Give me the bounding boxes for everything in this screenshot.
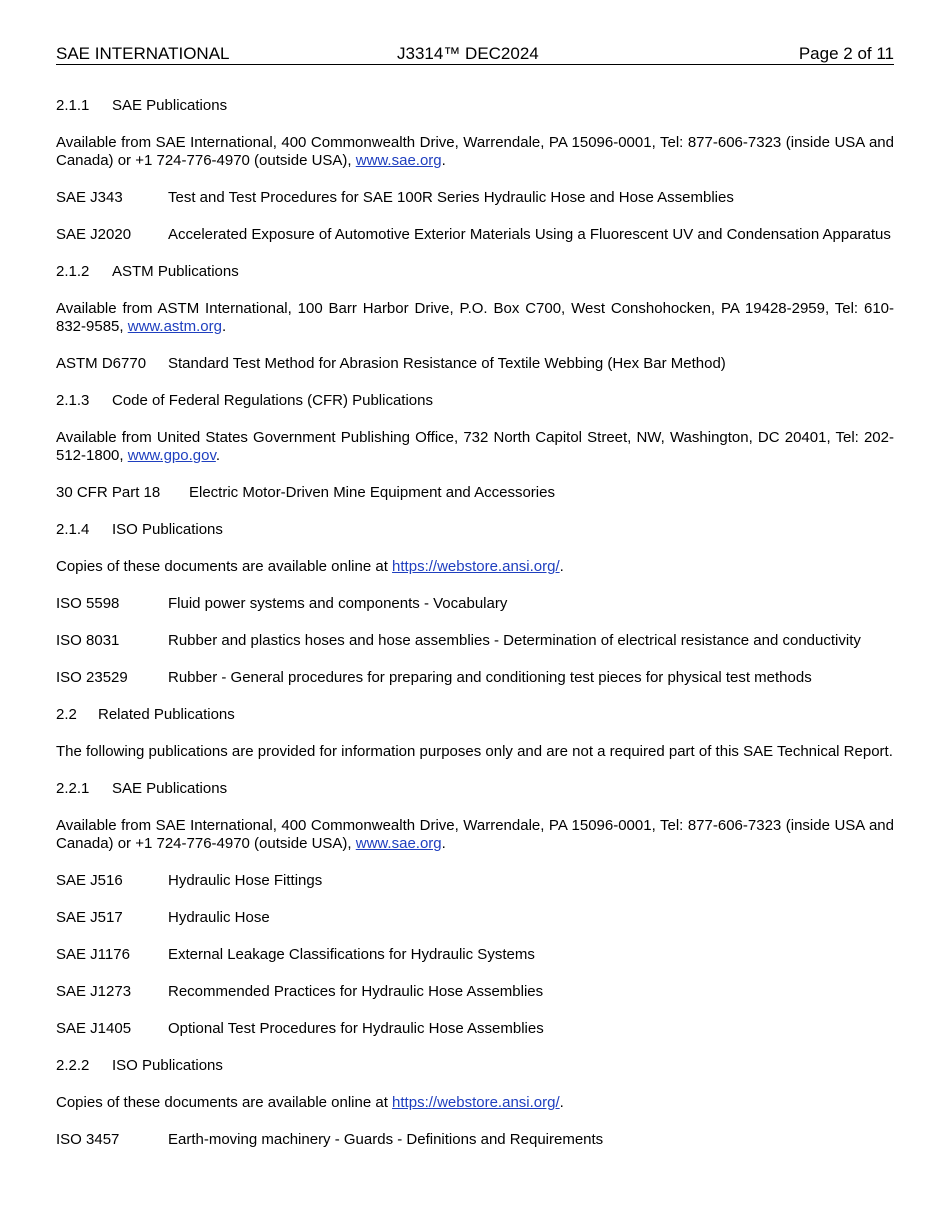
document-body: [56, 97, 894, 1149]
reference-item: SAE J516 Hydraulic Hose Fittings: [56, 872, 323, 889]
header-doc-number: J3314™ DEC2024: [397, 44, 539, 63]
availability-paragraph: Available from ASTM International, 100 Barr Harbor Drive, P.O. Box C700, West Conshohocken, PA 19428-2959, Tel: 610-832-9585, www.astm.org.: [56, 300, 894, 335]
reference-item: SAE J343 Test and Test Procedures for SAE 100R Series Hydraulic Hose and Hose Assemblies: [56, 189, 734, 206]
reference-item: SAE J1176 External Leakage Classifications for Hydraulic Systems: [56, 946, 535, 963]
gpo-link[interactable]: www.gpo.gov: [127, 447, 216, 464]
availability-paragraph: Copies of these documents are available online at https://webstore.ansi.org/.: [56, 1094, 564, 1111]
section-heading-2-1-2: 2.1.2 ASTM Publications: [56, 263, 239, 280]
section-heading-2-2-2: 2.2.2 ISO Publications: [56, 1057, 223, 1074]
reference-item: SAE J1405 Optional Test Procedures for Hydraulic Hose Assemblies: [56, 1020, 544, 1037]
reference-item: ISO 5598 Fluid power systems and components - Vocabulary: [56, 595, 508, 612]
ansi-webstore-link[interactable]: https://webstore.ansi.org/: [392, 558, 560, 575]
availability-paragraph: Available from SAE International, 400 Commonwealth Drive, Warrendale, PA 15096-0001, Tel: 877-606-7323 (inside USA and Canada) or +1 724-776-4970 (outside USA), www.sae.org.: [56, 134, 894, 169]
reference-item: ISO 3457 Earth-moving machinery - Guards - Definitions and Requirements: [56, 1131, 604, 1148]
availability-paragraph: Copies of these documents are available online at https://webstore.ansi.org/.: [56, 558, 564, 575]
reference-item: ASTM D6770 Standard Test Method for Abrasion Resistance of Textile Webbing (Hex Bar Method): [56, 355, 726, 372]
section-heading-2-1-3: 2.1.3 Code of Federal Regulations (CFR) Publications: [56, 392, 433, 409]
astm-link[interactable]: www.astm.org: [127, 318, 222, 335]
sae-link[interactable]: www.sae.org: [355, 835, 442, 852]
reference-item: SAE J517 Hydraulic Hose: [56, 909, 270, 926]
reference-item: SAE J1273 Recommended Practices for Hydraulic Hose Assemblies: [56, 983, 544, 1000]
ansi-webstore-link[interactable]: https://webstore.ansi.org/: [392, 1094, 560, 1111]
related-publications-paragraph: The following publications are provided for information purposes only and are not a required part of this SAE Technical Report.: [56, 743, 893, 760]
reference-item: ISO 8031 Rubber and plastics hoses and hose assemblies - Determination of electrical resistance and conductivity: [56, 632, 861, 649]
reference-item: ISO 23529 Rubber - General procedures for preparing and conditioning test pieces for physical test methods: [56, 669, 812, 686]
availability-paragraph: Available from United States Government Publishing Office, 732 North Capitol Street, NW, Washington, DC 20401, Tel: 202-512-1800, www.gpo.gov.: [56, 429, 894, 464]
header-org: SAE INTERNATIONAL: [56, 44, 230, 63]
header-page-number: Page 2 of 11: [798, 44, 894, 63]
availability-paragraph: Available from SAE International, 400 Commonwealth Drive, Warrendale, PA 15096-0001, Tel: 877-606-7323 (inside USA and Canada) or +1 724-776-4970 (outside USA), www.sae.org.: [56, 817, 894, 852]
reference-item: SAE J2020 Accelerated Exposure of Automotive Exterior Materials Using a Fluorescent UV and Condensation Apparatus: [56, 226, 891, 243]
section-heading-2-2: 2.2 Related Publications: [56, 706, 235, 723]
sae-link[interactable]: www.sae.org: [355, 152, 442, 169]
section-heading-2-2-1: 2.2.1 SAE Publications: [56, 780, 228, 797]
section-heading-2-1-1: 2.1.1 SAE Publications: [56, 97, 228, 114]
reference-item: 30 CFR Part 18 Electric Motor-Driven Mine Equipment and Accessories: [56, 484, 555, 501]
section-heading-2-1-4: 2.1.4 ISO Publications: [56, 521, 223, 538]
page-header: [56, 44, 894, 65]
